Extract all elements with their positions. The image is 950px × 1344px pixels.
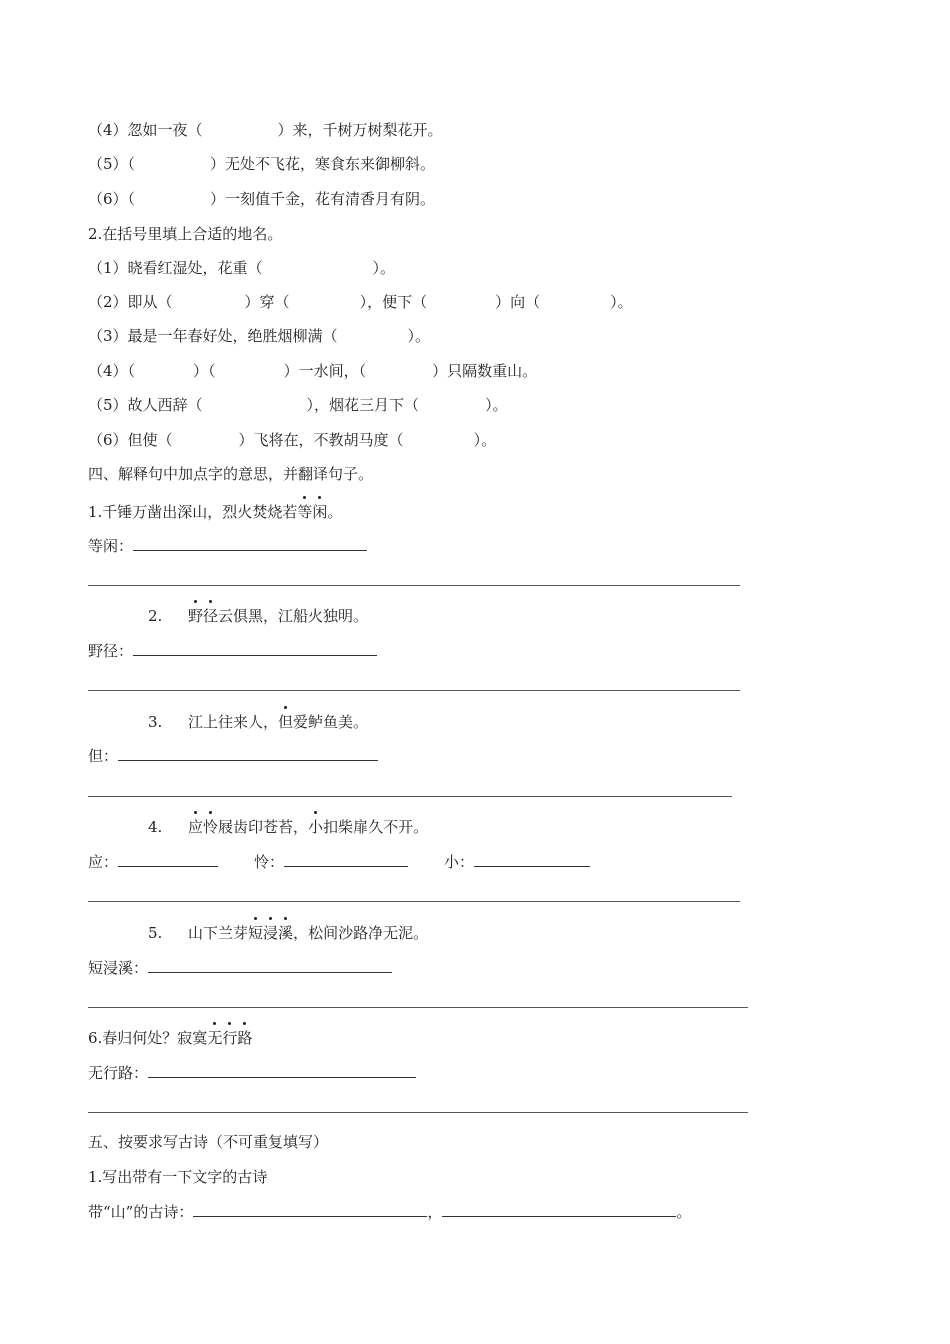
question-2-title: 2.在括号里填上合适的地名。 (88, 225, 283, 243)
dotted-char: 野 (188, 607, 204, 625)
line-text: ）。 (485, 396, 508, 414)
punctuation: ， (427, 1203, 443, 1221)
line-text: （5）故人西辞（ (88, 396, 203, 414)
s4-q2-sentence (88, 606, 368, 626)
sentence-text: 云俱黑，江船火独明。 (218, 607, 369, 625)
item-text: （6）（ (88, 190, 136, 208)
translation-line[interactable] (88, 585, 740, 586)
sentence-text: 爱鲈鱼美。 (293, 713, 369, 731)
q2-line-3 (88, 326, 430, 346)
sentence-text: 。 (327, 503, 343, 521)
answer-blank[interactable] (133, 641, 377, 656)
answer-label: 短浸溪： (88, 959, 149, 977)
answer-blank[interactable] (474, 852, 590, 867)
line-text: ）。 (372, 259, 396, 277)
s4-q5-sentence (88, 923, 428, 943)
q2-line-2 (88, 292, 633, 312)
answer-blank[interactable] (133, 536, 367, 551)
line-text: ）穿（ (244, 293, 290, 311)
answer-label: 怜： (254, 853, 285, 871)
sentence-text: 6.春归何处？寂寞 (88, 1029, 208, 1047)
punctuation: 。 (676, 1203, 692, 1221)
sentence-text: 屐齿印苍苔， (218, 818, 309, 836)
line-text: ）。 (473, 431, 497, 449)
dotted-char: 但 (278, 713, 294, 731)
s4-q4-sentence (88, 817, 428, 837)
item-number: 2. (148, 607, 163, 625)
fill-item-6 (88, 189, 435, 209)
fill-item-5 (88, 154, 435, 174)
line-text: （2）即从（ (88, 293, 173, 311)
sentence-text: 山下兰芽 (188, 924, 249, 942)
section-5-title: 五、按要求写古诗（不可重复填写） (88, 1133, 329, 1151)
dotted-char: 等 (297, 503, 313, 521)
answer-label: 野径： (88, 642, 134, 660)
line-text: ）。 (407, 327, 431, 345)
dotted-char: 浸 (263, 924, 279, 942)
line-text: ），便下（ (359, 293, 428, 311)
q2-line-4 (88, 361, 537, 381)
dotted-char: 短 (248, 924, 264, 942)
line-text: ）飞将在，不教胡马度（ (238, 431, 404, 449)
dotted-char: 行 (222, 1029, 238, 1047)
line-text: ）（ (193, 362, 216, 380)
translation-line[interactable] (88, 1007, 748, 1008)
sentence-text: 1.千锤万凿出深山，烈火焚烧若 (88, 503, 298, 521)
line-text: ）向（ (495, 293, 541, 311)
line-text: ）。 (610, 293, 633, 311)
answer-label: 小： (444, 853, 475, 871)
s4-q1-sentence (88, 502, 342, 522)
item-text: ）来，千树万树梨花开。 (277, 121, 443, 139)
dotted-char: 闲 (312, 503, 328, 521)
dotted-char: 无 (207, 1029, 223, 1047)
dotted-char: 路 (237, 1029, 253, 1047)
q2-line-5 (88, 395, 508, 415)
section-4-title: 四、解释句中加点字的意思，并翻译句子。 (88, 465, 374, 483)
answer-blank[interactable] (442, 1202, 676, 1217)
line-text: （4）（ (88, 362, 136, 380)
s4-q4-answer (88, 852, 590, 872)
item-text: （5）（ (88, 155, 136, 173)
s5-mountain-line (88, 1202, 691, 1222)
dotted-char: 小 (308, 818, 324, 836)
line-text: ）一水间，（ (283, 362, 367, 380)
item-text: ）无处不飞花，寒食东来御柳斜。 (210, 155, 436, 173)
item-number: 4. (148, 818, 163, 836)
item-number: 5. (148, 924, 163, 942)
answer-blank[interactable] (284, 852, 408, 867)
item-text: （4）忽如一夜（ (88, 121, 203, 139)
dotted-char: 怜 (203, 818, 219, 836)
translation-line[interactable] (88, 690, 740, 691)
translation-line[interactable] (88, 1112, 748, 1113)
answer-label: 等闲： (88, 537, 134, 555)
fill-item-4 (88, 120, 443, 140)
q2-line-1 (88, 258, 395, 278)
line-text: ）只隔数重山。 (432, 362, 538, 380)
answer-blank[interactable] (118, 852, 218, 867)
q2-line-6 (88, 430, 496, 450)
sentence-text: 扣柴扉久不开。 (323, 818, 429, 836)
s5-q1: 1.写出带有一下文字的古诗 (88, 1168, 268, 1186)
line-text: （3）最是一年春好处，绝胜烟柳满（ (88, 327, 338, 345)
answer-label: 带“山”的古诗： (88, 1203, 194, 1221)
sentence-text: ，松间沙路净无泥。 (293, 924, 429, 942)
answer-label: 但： (88, 747, 119, 765)
answer-label: 应： (88, 853, 119, 871)
line-text: （6）但使（ (88, 431, 173, 449)
answer-blank[interactable] (118, 746, 378, 761)
answer-blank[interactable] (148, 1063, 416, 1078)
translation-line[interactable] (88, 901, 740, 902)
answer-blank[interactable] (148, 958, 392, 973)
s4-q3-sentence (88, 712, 368, 732)
dotted-char: 溪 (278, 924, 294, 942)
dotted-char: 径 (203, 607, 219, 625)
sentence-text: 江上往来人， (188, 713, 279, 731)
s4-q6-answer (88, 1063, 416, 1083)
item-number: 3. (148, 713, 163, 731)
translation-line[interactable] (88, 796, 732, 797)
s4-q1-answer (88, 536, 367, 556)
s4-q3-answer (88, 746, 378, 766)
s4-q5-answer (88, 958, 392, 978)
s4-q2-answer (88, 641, 377, 661)
answer-blank[interactable] (193, 1202, 427, 1217)
dotted-char: 应 (188, 818, 204, 836)
item-text: ）一刻值千金，花有清香月有阴。 (210, 190, 436, 208)
s4-q6-sentence (88, 1028, 252, 1048)
answer-label: 无行路： (88, 1064, 149, 1082)
line-text: （1）晓看红湿处，花重（ (88, 259, 263, 277)
line-text: ），烟花三月下（ (306, 396, 420, 414)
